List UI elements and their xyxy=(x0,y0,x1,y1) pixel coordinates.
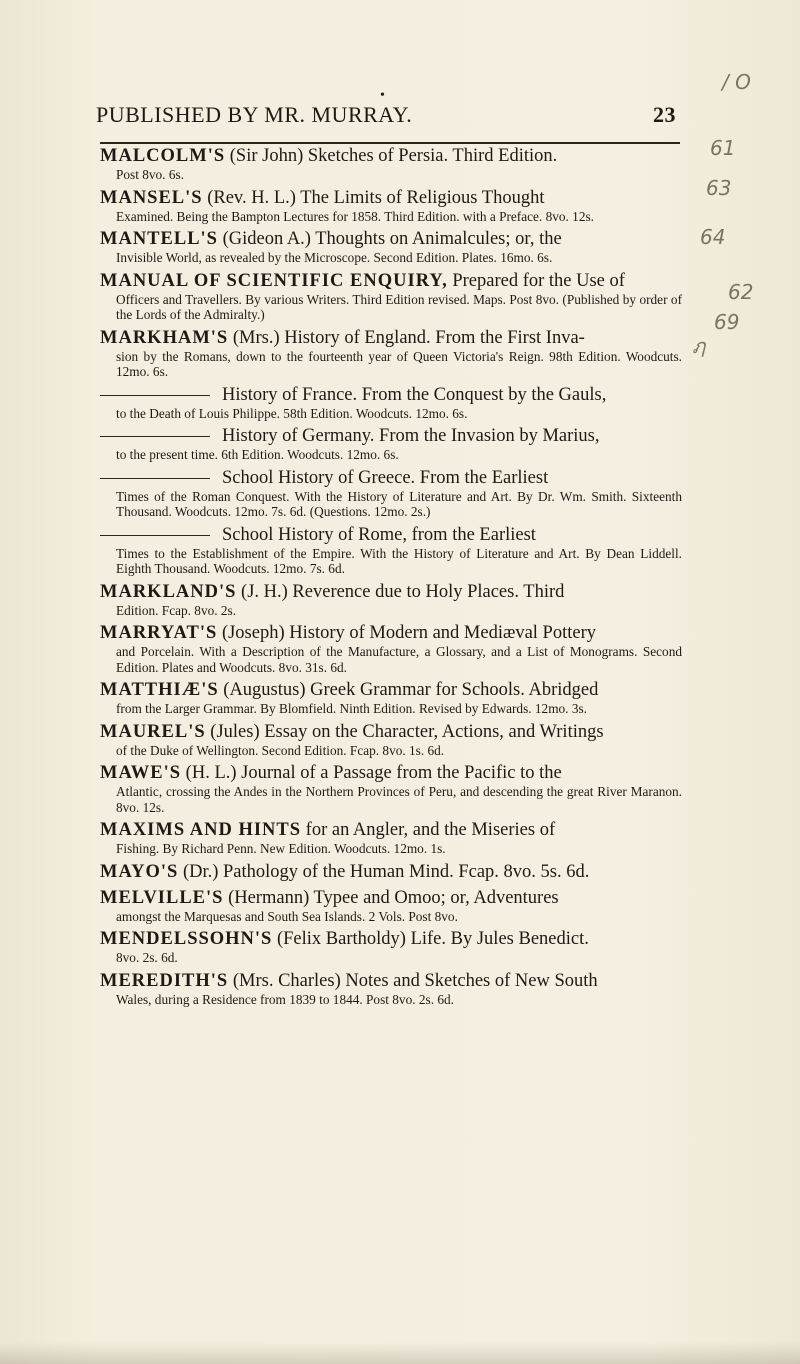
catalogue-entry xyxy=(100,425,682,463)
author-name: MANTELL'S xyxy=(100,229,218,249)
entry-details: Examined. Being the Bampton Lectures for 1858. Third Edition. with a Preface. 8vo. 12s. xyxy=(116,208,594,224)
entry-details: Times of the Roman Conquest. With the History of Literature and Art. By Dr. Wm. Smith. Sixteenth Thousand. Woodcuts. 12mo. 7s. 6d. (Questions. 12mo. 2s.) xyxy=(116,488,682,519)
entry-title: (Dr.) Pathology of the Human Mind. Fcap. 8vo. 5s. 6d. xyxy=(178,861,590,882)
entry-heading xyxy=(100,425,682,447)
author-name: MARRYAT'S xyxy=(100,623,218,643)
margin-note: ฦ xyxy=(692,334,706,358)
catalogue-entry xyxy=(100,524,682,577)
ditto-dash xyxy=(100,535,210,536)
entry-title: (Jules) Essay on the Character, Actions, and Writings xyxy=(205,721,604,742)
entry-details: Officers and Travellers. By various Writers. Third Edition revised. Maps. Post 8vo. (Published by order of the Lords of the Admiralty.) xyxy=(116,291,682,322)
header-dot: • xyxy=(380,88,385,103)
author-name: MELVILLE'S xyxy=(100,887,224,908)
author-name: MAWE'S xyxy=(100,763,182,783)
catalogue-entry xyxy=(100,270,682,323)
entry-details: Invisible World, as revealed by the Microscope. Second Edition. Plates. 16mo. 6s. xyxy=(116,250,553,265)
catalogue-entry xyxy=(100,187,682,225)
page-number: 23 xyxy=(653,102,676,127)
entry-heading xyxy=(100,384,682,406)
entry-details: Atlantic, crossing the Andes in the Northern Provinces of Peru, and descending the great River Maranon. 8vo. 12s. xyxy=(116,784,682,815)
entry-title: (Gideon A.) Thoughts on Animalcules; or, the xyxy=(217,229,562,249)
author-name: MATTHIÆ'S xyxy=(100,680,219,700)
entry-title: (Felix Bartholdy) Life. By Jules Benedict. xyxy=(272,929,589,949)
catalogue-list xyxy=(100,145,682,1011)
entry-title: School History of Greece. From the Earliest xyxy=(222,467,549,488)
catalogue-entry xyxy=(100,928,682,966)
entry-heading xyxy=(100,145,682,167)
header-rule xyxy=(100,142,680,144)
entry-heading xyxy=(100,228,682,250)
catalogue-entry xyxy=(100,622,682,675)
catalogue-entry xyxy=(100,228,682,266)
ditto-dash xyxy=(100,436,210,437)
author-name: MALCOLM'S xyxy=(100,146,226,166)
entry-title: (Augustus) Greek Grammar for Schools. Abridged xyxy=(218,680,599,700)
entry-heading xyxy=(100,581,682,603)
author-name: MAXIMS AND HINTS xyxy=(100,820,302,840)
entry-heading xyxy=(100,861,682,883)
margin-note: / O xyxy=(722,70,751,94)
entry-heading xyxy=(100,524,682,546)
author-name: MAUREL'S xyxy=(100,721,206,742)
author-name: MARKHAM'S xyxy=(100,327,229,348)
entry-details: sion by the Romans, down to the fourteenth year of Queen Victoria's Reign. 98th Edition. Woodcuts. 12mo. 6s. xyxy=(116,348,682,379)
entry-heading xyxy=(100,721,682,743)
entry-title: (H. L.) Journal of a Passage from the Pacific to the xyxy=(181,763,562,783)
catalogue-entry xyxy=(100,327,682,380)
entry-heading xyxy=(100,887,682,909)
running-title: PUBLISHED BY MR. MURRAY. xyxy=(96,102,413,127)
page-edge-shadow xyxy=(0,1342,800,1364)
entry-details: Fishing. By Richard Penn. New Edition. Woodcuts. 12mo. 1s. xyxy=(116,841,446,856)
entry-title: Prepared for the Use of xyxy=(447,270,625,291)
catalogue-entry xyxy=(100,581,682,619)
entry-details: from the Larger Grammar. By Blomfield. Ninth Edition. Revised by Edwards. 12mo. 3s. xyxy=(116,701,587,716)
entry-title: (J. H.) Reverence due to Holy Places. Third xyxy=(236,581,565,602)
entry-heading xyxy=(100,928,682,950)
entry-details: Wales, during a Residence from 1839 to 1844. Post 8vo. 2s. 6d. xyxy=(116,991,454,1007)
margin-note: 61 xyxy=(710,136,736,160)
margin-note: 62 xyxy=(728,280,754,304)
catalogue-entry xyxy=(100,887,682,925)
entry-title: School History of Rome, from the Earliest xyxy=(222,524,536,545)
author-name: MEREDITH'S xyxy=(100,970,229,991)
entry-details: to the present time. 6th Edition. Woodcuts. 12mo. 6s. xyxy=(116,447,399,462)
author-name: MANUAL OF SCIENTIFIC ENQUIRY, xyxy=(100,270,448,291)
catalogue-entry xyxy=(100,721,682,759)
entry-heading xyxy=(100,622,682,644)
entry-details: Times to the Establishment of the Empire. With the History of Literature and Art. By Dean Liddell. Eighth Thousand. Woodcuts. 12mo. 7s. 6d. xyxy=(116,545,682,576)
entry-details: to the Death of Louis Philippe. 58th Edition. Woodcuts. 12mo. 6s. xyxy=(116,405,468,421)
author-name: MARKLAND'S xyxy=(100,581,237,602)
page-header xyxy=(96,102,676,128)
margin-note: 64 xyxy=(700,225,726,249)
ditto-dash xyxy=(100,478,210,479)
ditto-dash xyxy=(100,395,210,396)
entry-details: and Porcelain. With a Description of the Manufacture, a Glossary, and a List of Monograms. Second Edition. Plates and Woodcuts. 8vo. 31s. 6d. xyxy=(116,644,682,675)
entry-title: for an Angler, and the Miseries of xyxy=(301,820,556,840)
catalogue-entry xyxy=(100,145,682,183)
entry-heading xyxy=(100,762,682,784)
entry-title: History of Germany. From the Invasion by Marius, xyxy=(222,426,600,446)
entry-heading xyxy=(100,819,682,841)
catalogue-entry xyxy=(100,819,682,857)
entry-title: (Mrs.) History of England. From the First Inva- xyxy=(228,327,585,348)
catalogue-entry xyxy=(100,467,682,520)
entry-title: History of France. From the Conquest by the Gauls, xyxy=(222,384,607,405)
entry-title: (Hermann) Typee and Omoo; or, Adventures xyxy=(223,887,559,908)
margin-note: 63 xyxy=(706,176,732,200)
author-name: MANSEL'S xyxy=(100,187,203,208)
entry-heading xyxy=(100,467,682,489)
catalogue-entry xyxy=(100,762,682,815)
entry-heading xyxy=(100,187,682,209)
entry-details: Edition. Fcap. 8vo. 2s. xyxy=(116,602,237,618)
entry-heading xyxy=(100,679,682,701)
entry-heading xyxy=(100,270,682,292)
margin-annotations xyxy=(690,0,800,400)
margin-note: 69 xyxy=(714,310,740,334)
entry-title: (Rev. H. L.) The Limits of Religious Thought xyxy=(202,187,545,208)
entry-title: (Joseph) History of Modern and Mediæval Pottery xyxy=(217,623,596,643)
entry-details: 8vo. 2s. 6d. xyxy=(116,950,178,965)
author-name: MENDELSSOHN'S xyxy=(100,929,273,949)
catalogue-entry xyxy=(100,861,682,883)
entry-details: of the Duke of Wellington. Second Edition. Fcap. 8vo. 1s. 6d. xyxy=(116,742,445,758)
catalogue-entry xyxy=(100,970,682,1008)
entry-heading xyxy=(100,970,682,992)
entry-heading xyxy=(100,327,682,349)
entry-title: (Sir John) Sketches of Persia. Third Edition. xyxy=(225,146,558,166)
entry-details: amongst the Marquesas and South Sea Islands. 2 Vols. Post 8vo. xyxy=(116,908,458,924)
catalogue-entry xyxy=(100,679,682,717)
entry-title: (Mrs. Charles) Notes and Sketches of New South xyxy=(228,970,598,991)
entry-details: Post 8vo. 6s. xyxy=(116,167,184,182)
catalogue-entry xyxy=(100,384,682,422)
author-name: MAYO'S xyxy=(100,861,179,882)
